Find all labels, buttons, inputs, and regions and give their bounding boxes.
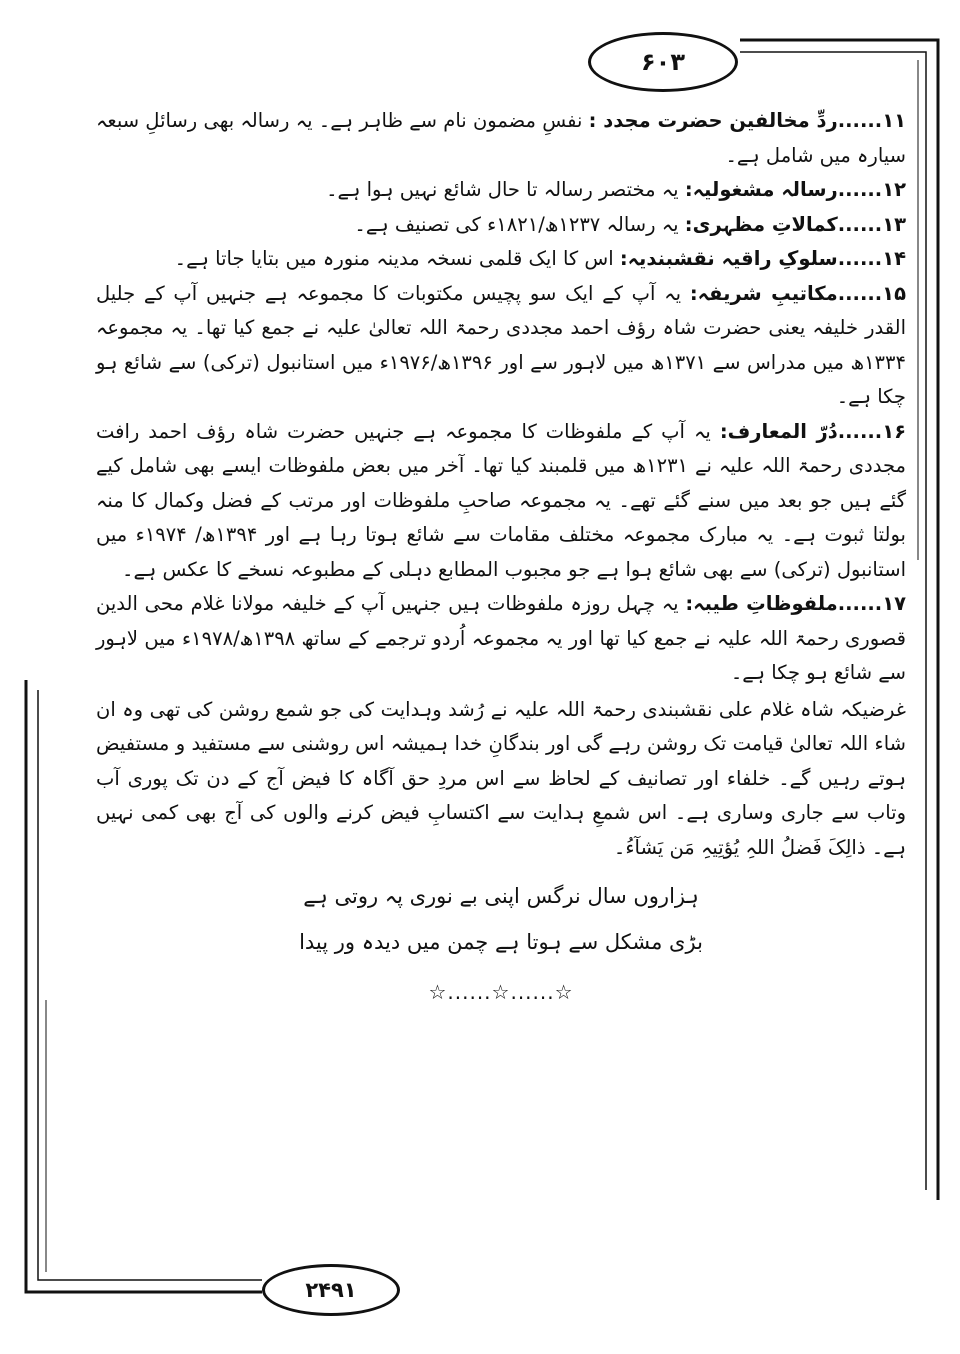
star-ornament: ☆......☆......☆	[428, 980, 574, 1004]
item-label: ۱۷......ملفوظاتِ طیبہ:	[685, 592, 907, 615]
poetry-couplet	[96, 873, 906, 965]
page-number-bottom: ۲۴۹۱	[262, 1264, 400, 1316]
verse-line: ہزاروں سال نرگس اپنی بے نوری پہ روتی ہے	[303, 884, 699, 908]
list-item	[96, 415, 906, 588]
item-label: ۱۶......دُرّ المعارف:	[719, 419, 906, 443]
list-item	[96, 208, 906, 243]
list-item	[96, 104, 906, 173]
verse-line: بڑی مشکل سے ہوتا ہے چمن میں دیدہ ور پیدا	[299, 930, 703, 954]
item-text: اس کا ایک قلمی نسخہ مدینہ منورہ میں بتایا جاتا ہے۔	[174, 247, 620, 270]
list-item	[96, 277, 906, 415]
item-text: یہ مختصر رسالہ تا حال شائع نہیں ہوا ہے۔	[326, 178, 685, 201]
item-text: یہ آپ کے ملفوظات کا مجموعہ ہے جنہیں حضرت شاہ رؤف احمد رافت مجددی رحمۃ اللہ علیہ نے ۱۲۳۱ھ میں قلمبند کیا تھا۔ آخر میں بعض ملفوظات ایسے بھی شامل کیے گئے ہیں جو بعد میں سنے گئے تھے۔ یہ مجموعہ صاحبِ ملفوظات اور مرتب کے فضل وکمال کا منہ بولتا ثبوت ہے۔ یہ مبارک مجموعہ مختلف مقامات سے شائع ہوتا رہا ہے اور ۱۳۹۴ھ/ ۱۹۷۴ء میں استانبول (ترکی) سے بھی شائع ہوا ہے جو مجبوب المطابع دہلی کے مطبوعہ نسخے کا عکس ہے۔	[96, 419, 907, 581]
item-label: ۱۳......کمالاتِ مظہری:	[684, 212, 906, 236]
item-text: یہ آپ کے ایک سو پچیس مکتوبات کا مجموعہ ہے جنہیں آپ کے جلیل القدر خلیفہ یعنی حضرت شاہ رؤف احمد مجددی رحمۃ اللہ تعالیٰ علیہ نے جمع کیا تھا۔ یہ مجموعہ ۱۳۳۴ھ میں مدراس سے ۱۳۷۱ھ میں لاہور سے اور ۱۳۹۶ھ/۱۹۷۶ء میں استانبول (ترکی) سے شائع ہو چکا ہے۔	[96, 281, 906, 408]
item-text: یہ چہل روزہ ملفوظات ہیں جنہیں آپ کے خلیفہ مولانا غلام محی الدین قصوری رحمۃ اللہ علیہ نے جمع کیا تھا اور یہ مجموعہ اُردو ترجمے کے ساتھ ۱۳۹۸ھ/۱۹۷۸ء میں لاہور سے شائع ہو چکا ہے۔	[96, 592, 906, 684]
item-text: یہ رسالہ ۱۲۳۷ھ/۱۸۲۱ء کی تصنیف ہے۔	[354, 212, 685, 236]
list-item	[96, 587, 906, 691]
closing-paragraph: غرضیکہ شاہ غلام علی نقشبندی رحمۃ اللہ علیہ نے رُشد وہدایت کی جو شمع روشن کی تھی وہ ان شاء اللہ تعالیٰ قیامت تک روشن رہے گی اور بندگانِ خدا ہمیشہ اس روشنی سے مستفید و مستفیض ہوتے رہیں گے۔ خلفاء اور تصانیف کے لحاظ سے اس مردِ حق آگاہ کا فیض آج کے دن تک پوری آب وتاب سے جاری وساری ہے۔ اس شمعِ ہدایت سے اکتسابِ فیض کرنے والوں کی آج بھی کمی نہیں ہے۔ ذالِکَ فَضلُ اللہِ یُؤتِیہِ مَن یَشآءُ۔	[96, 697, 906, 859]
list-item	[96, 242, 906, 277]
page-content	[96, 104, 906, 1010]
list-item	[96, 173, 906, 208]
item-label: ۱۱......ردِّ مخالفین حضرت مجدد :	[588, 109, 906, 132]
item-label: ۱۲......رسالہ مشغولیہ:	[684, 178, 906, 201]
item-label: ۱۵......مکاتیبِ شریفہ:	[689, 281, 906, 305]
page-number-top: ۶۰۳	[588, 32, 738, 92]
item-text: نفسِ مضمون نام سے ظاہر ہے۔ یہ رسالہ بھی رسائلِ سبعہ سیارہ میں شامل ہے۔	[96, 109, 906, 167]
item-label: ۱۴......سلوکِ راقیہ نقشبندیہ:	[619, 247, 906, 270]
